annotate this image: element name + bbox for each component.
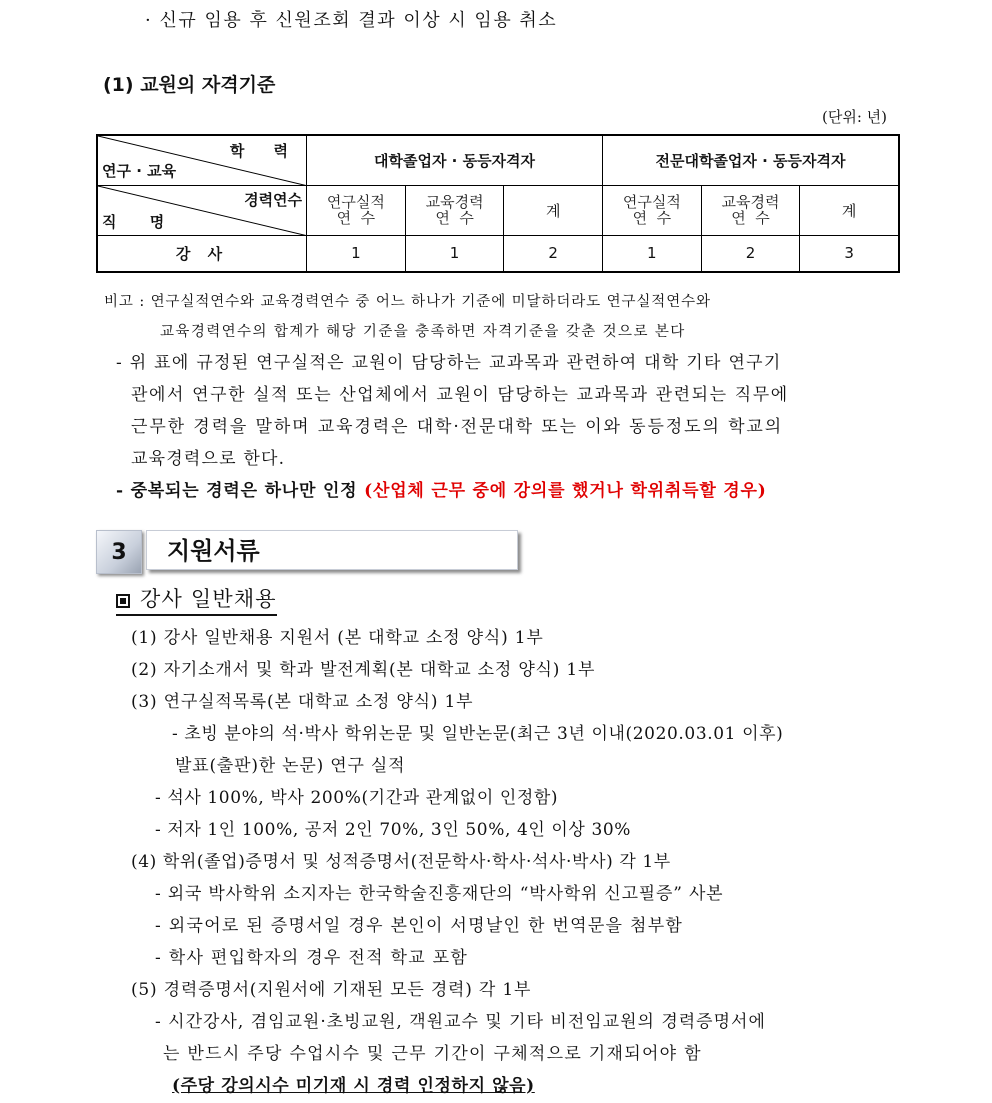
unit-label: (단위: 년) bbox=[822, 108, 887, 126]
cell-value: 2 bbox=[504, 235, 603, 272]
list-item: - 학사 편입학자의 경우 전적 학교 포함 bbox=[155, 948, 469, 968]
list-item-note: (주당 강의시수 미기재 시 경력 인정하지 않음) bbox=[172, 1076, 535, 1096]
paragraph-line: - 위 표에 규정된 연구실적은 교원이 담당하는 교과목과 관련하여 대학 기타 연구기 bbox=[116, 353, 782, 373]
paragraph-line: 교육경력으로 한다. bbox=[131, 449, 286, 469]
paragraph-line: 근무한 경력을 말하며 교육경력은 대학·전문대학 또는 이와 동등정도의 학교의 bbox=[131, 417, 784, 437]
list-item: (3) 연구실적목록(본 대학교 소정 양식) 1부 bbox=[131, 692, 474, 712]
subheader-total-1: 계 bbox=[504, 185, 603, 235]
list-item: (2) 자기소개서 및 학과 발전계획(본 대학교 소정 양식) 1부 bbox=[131, 660, 596, 680]
duplicate-experience-condition: (산업체 근무 중에 강의를 했거나 학위취득할 경우) bbox=[364, 481, 767, 501]
list-item: (1) 강사 일반채용 지원서 (본 대학교 소정 양식) 1부 bbox=[131, 628, 544, 648]
paragraph-line: 관에서 연구한 실적 또는 산업체에서 교원이 담당하는 교과목과 관련되는 직무에 bbox=[131, 385, 789, 405]
list-item: (5) 경력증명서(지원서에 기재된 모든 경력) 각 1부 bbox=[131, 980, 532, 1000]
top-bullet-line: · 신규 임용 후 신원조회 결과 이상 시 임용 취소 bbox=[145, 10, 558, 31]
cell-value: 3 bbox=[800, 235, 899, 272]
list-item: - 시간강사, 겸임교원·초빙교원, 객원교수 및 기타 비전임교원의 경력증명서에 bbox=[155, 1012, 766, 1032]
list-item: 는 반드시 주당 수업시수 및 근무 기간이 구체적으로 기재되어야 함 bbox=[163, 1044, 702, 1064]
duplicate-experience-note: - 중복되는 경력은 하나만 인정 (산업체 근무 중에 강의를 했거나 학위취득할 경우) bbox=[116, 481, 767, 501]
subheader-total-2: 계 bbox=[800, 185, 899, 235]
cell-value: 2 bbox=[701, 235, 800, 272]
group-header-college: 전문대학졸업자 · 동등자격자 bbox=[602, 135, 899, 185]
section-title: 지원서류 bbox=[146, 530, 518, 570]
header-corner-bottom bbox=[97, 185, 307, 235]
list-item: - 저자 1인 100%, 공저 2인 70%, 3인 50%, 4인 이상 30% bbox=[155, 820, 632, 840]
table-note-line-2: 교육경력연수의 합계가 해당 기준을 충족하면 자격기준을 갖춘 것으로 본다 bbox=[160, 324, 686, 340]
header-corner-top bbox=[97, 135, 307, 185]
subheader-teaching-years-1: 교육경력 연 수 bbox=[405, 185, 504, 235]
subheader-teaching-years-2: 교육경력 연 수 bbox=[701, 185, 800, 235]
corner-label-years: 경력연수 bbox=[244, 190, 303, 209]
subheader-research-years-2: 연구실적 연 수 bbox=[602, 185, 701, 235]
cell-value: 1 bbox=[405, 235, 504, 272]
list-item: - 초빙 분야의 석·박사 학위논문 및 일반논문(최근 3년 이내(2020.03.01 이후) bbox=[172, 724, 784, 744]
section-number-badge: 3 bbox=[96, 530, 142, 574]
table-note-line-1: 비고 : 연구실적연수와 교육경력연수 중 어느 하나가 기준에 미달하더라도 연구실적연수와 bbox=[104, 294, 711, 310]
row-label-lecturer: 강 사 bbox=[97, 235, 307, 272]
cell-value: 1 bbox=[602, 235, 701, 272]
list-item: - 외국 박사학위 소지자는 한국학술진흥재단의 “박사학위 신고필증” 사본 bbox=[155, 884, 724, 904]
table-row bbox=[97, 235, 899, 272]
list-item: - 석사 100%, 박사 200%(기간과 관계없이 인정함) bbox=[155, 788, 559, 808]
square-bullet-icon bbox=[116, 594, 130, 608]
subsection-title: (1) 교원의 자격기준 bbox=[103, 74, 276, 96]
list-item: 발표(출판)한 논문) 연구 실적 bbox=[175, 756, 406, 776]
corner-label-position: 직 명 bbox=[102, 212, 179, 231]
category-heading: 강사 일반채용 bbox=[116, 583, 277, 616]
qualification-table bbox=[96, 134, 900, 273]
group-header-university: 대학졸업자 · 동등자격자 bbox=[307, 135, 603, 185]
list-item: (4) 학위(졸업)증명서 및 성적증명서(전문학사·학사·석사·박사) 각 1부 bbox=[131, 852, 671, 872]
subheader-research-years-1: 연구실적 연 수 bbox=[307, 185, 406, 235]
cell-value: 1 bbox=[307, 235, 406, 272]
corner-label-education: 학 력 bbox=[229, 142, 301, 160]
list-item: - 외국어로 된 증명서일 경우 본인이 서명날인 한 번역문을 첨부함 bbox=[155, 916, 684, 936]
corner-label-research-teaching: 연구 · 교육 bbox=[102, 161, 177, 180]
